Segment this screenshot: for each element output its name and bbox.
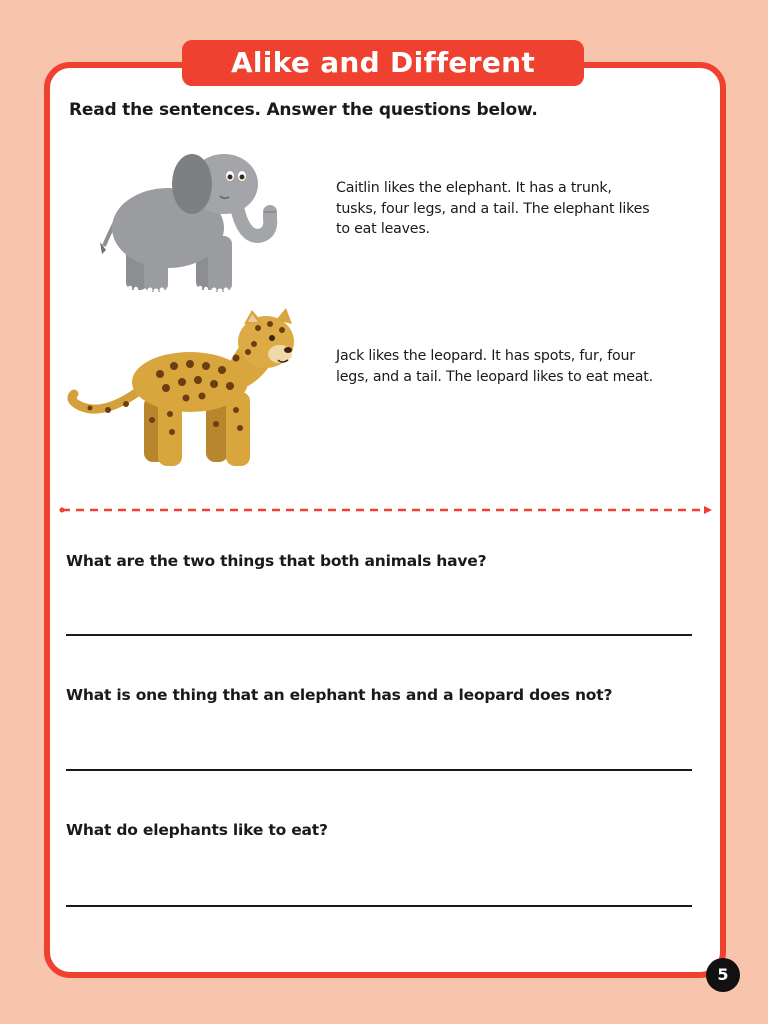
- question-2: What is one thing that an elephant has and a leopard does not?: [66, 686, 613, 704]
- page-number: 5: [706, 958, 740, 992]
- question-3: What do elephants like to eat?: [66, 821, 328, 839]
- elephant-illustration-icon: [96, 146, 282, 298]
- answer-line-2[interactable]: [66, 769, 692, 771]
- dashed-divider: [58, 503, 714, 517]
- elephant-description: Caitlin likes the elephant. It has a trunk, tusks, four legs, and a tail. The elephant likes to eat leaves.: [336, 180, 650, 237]
- page-title: Alike and Different: [182, 40, 584, 86]
- answer-line-3[interactable]: [66, 905, 692, 907]
- question-1: What are the two things that both animals have?: [66, 552, 487, 570]
- leopard-illustration-icon: [66, 300, 302, 472]
- leopard-description: Jack likes the leopard. It has spots, fur, four legs, and a tail. The leopard likes to eat meat.: [336, 348, 653, 385]
- instructions-text: Read the sentences. Answer the questions below.: [69, 100, 538, 120]
- answer-line-1[interactable]: [66, 634, 692, 636]
